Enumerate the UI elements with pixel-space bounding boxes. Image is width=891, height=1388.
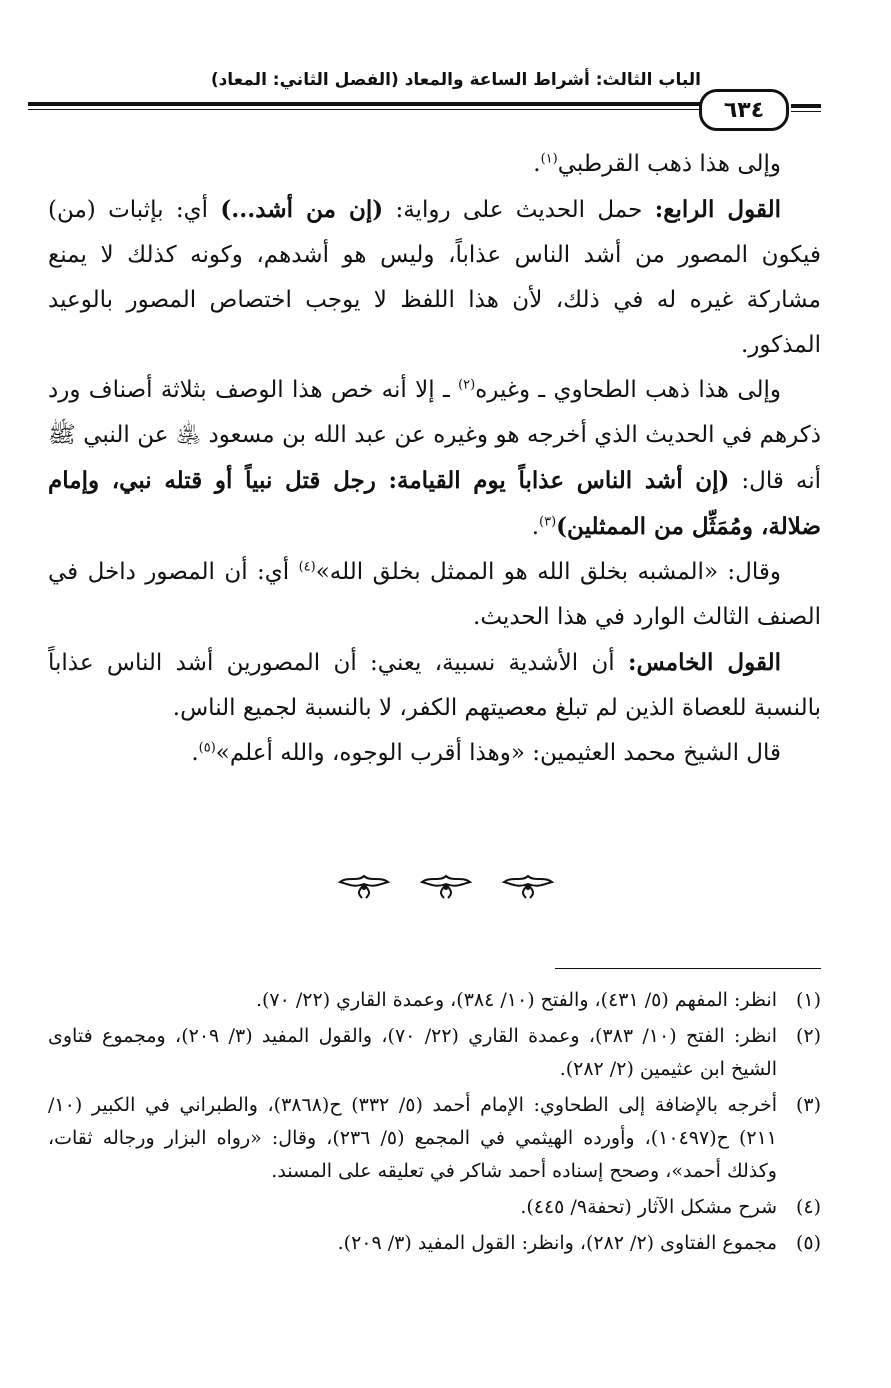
floral-ornament-icon [334,872,394,902]
paragraph-6: قال الشيخ محمد العثيمين: «وهذا أقرب الوجوه، والله أعلم»$^{(٥)}$. [191,740,781,766]
page-number: ٦٣٤ [699,89,789,131]
footnote-number: (٣) [795,1094,821,1116]
footnote-text: انظر: المفهم (٥/ ٤٣١)، والفتح (١٠/ ٣٨٤)، وعمدة القاري (٢٢/ ٧٠). [255,989,777,1011]
footnote-item [48,1227,821,1260]
main-text [48,142,821,776]
hadith-text: (إن أشد الناس عذاباً يوم القيامة: رجل قتل نبياً أو قتله نبي، وإمام ضلالة، ومُمَثِّل من الممثلين) [48,467,821,540]
section-divider [0,872,891,912]
footnote-number: (٥) [795,1232,821,1254]
paragraph-5: القول الخامس: أن الأشدية نسبية، يعني: أن المصورين أشد الناس عذاباً بالنسبة للعصاة الذين لم تبلغ معصيتهم الكفر، لا بالنسبة لجميع الناس. [48,649,821,721]
footnote-ref-1[interactable]: (١) [540,151,558,167]
header-rule [28,102,701,110]
running-title: الباب الثالث: أشراط الساعة والمعاد (الفصل الثاني: المعاد) [210,70,701,90]
footnote-number: (١) [795,989,821,1011]
footnote-number: (٢) [795,1025,821,1047]
footnote-text: انظر: الفتح (١٠/ ٣٨٣)، وعمدة القاري (٢٢/ ٧٠)، والقول المفيد (٣/ ٢٠٩)، ومجموع فتاوى الشيخ ابن عثيمين (٢/ ٢٨٢). [48,1025,777,1080]
footnote-text: أخرجه بالإضافة إلى الطحاوي: الإمام أحمد (٥/ ٣٣٢) ح(٣٨٦٨)، والطبراني في الكبير (١٠/ ٢١١) ح(١٠٤٩٧)، وأورده الهيثمي في المجمع (٥/ ٢٣٦)، وقال: «رواه البزار ورجاله ثقات، وكذلك أحمد»، وصحح إسناده أحمد شاكر في تعليقه على المسند. [48,1094,777,1182]
footnote-item [48,1020,821,1086]
paragraph-3: وإلى هذا ذهب الطحاوي ـ وغيره$^{(٢)}$ ـ إلا أنه خص هذا الوصف بثلاثة أصناف ورد ذكرهم في الحديث الذي أخرجه هو وغيره عن عبد الله بن مسعود ﵁ عن النبي ﷺ أنه قال: (إن أشد الناس عذاباً يوم القيامة: رجل قتل نبياً أو قتله نبي، وإمام ضلالة، ومُمَثِّل من الممثلين)$^{(٣)}$. [48,377,821,540]
paragraph-1: وإلى هذا ذهب القرطبي$^{(١)}$. [533,151,781,177]
page-header [28,62,821,132]
paragraph-2: القول الرابع: حمل الحديث على رواية: (إن من أشد...) أي: بإثبات (من) فيكون المصور من أشد الناس عذاباً، وليس هو أشدهم، وكونه كذلك لا يمنع مشاركة غيره له في ذلك، لأن هذا اللفظ لا يوجب اختصاص المصور بالوعيد المذكور. [48,196,821,358]
footnotes [48,984,821,1263]
quoted-phrase: (إن من أشد...) [220,196,384,223]
floral-ornament-icon [498,872,558,902]
footnote-text: مجموع الفتاوى (٢/ ٢٨٢)، وانظر: القول المفيد (٣/ ٢٠٩). [337,1232,777,1254]
floral-ornament-icon [416,872,476,902]
footnote-item [48,984,821,1017]
footnote-separator [555,968,821,969]
footnote-item [48,1089,821,1188]
footnote-text: شرح مشكل الآثار (تحفة٩/ ٤٤٥). [520,1196,777,1218]
page-number-rule [791,104,821,112]
footnote-item [48,1191,821,1224]
footnote-ref-2[interactable]: (٢) [458,377,476,393]
footnote-ref-4[interactable]: (٤) [298,559,316,575]
footnote-number: (٤) [795,1196,821,1218]
paragraph-4: وقال: «المشبه بخلق الله هو الممثل بخلق الله»$^{(٤)}$ أي: أن المصور داخل في الصنف الثالث الوارد في هذا الحديث. [48,559,821,630]
section-label-4: القول الرابع: [654,196,782,223]
footnote-ref-5[interactable]: (٥) [198,740,216,756]
footnote-ref-3[interactable]: (٣) [539,514,557,530]
section-label-5: القول الخامس: [627,649,781,676]
